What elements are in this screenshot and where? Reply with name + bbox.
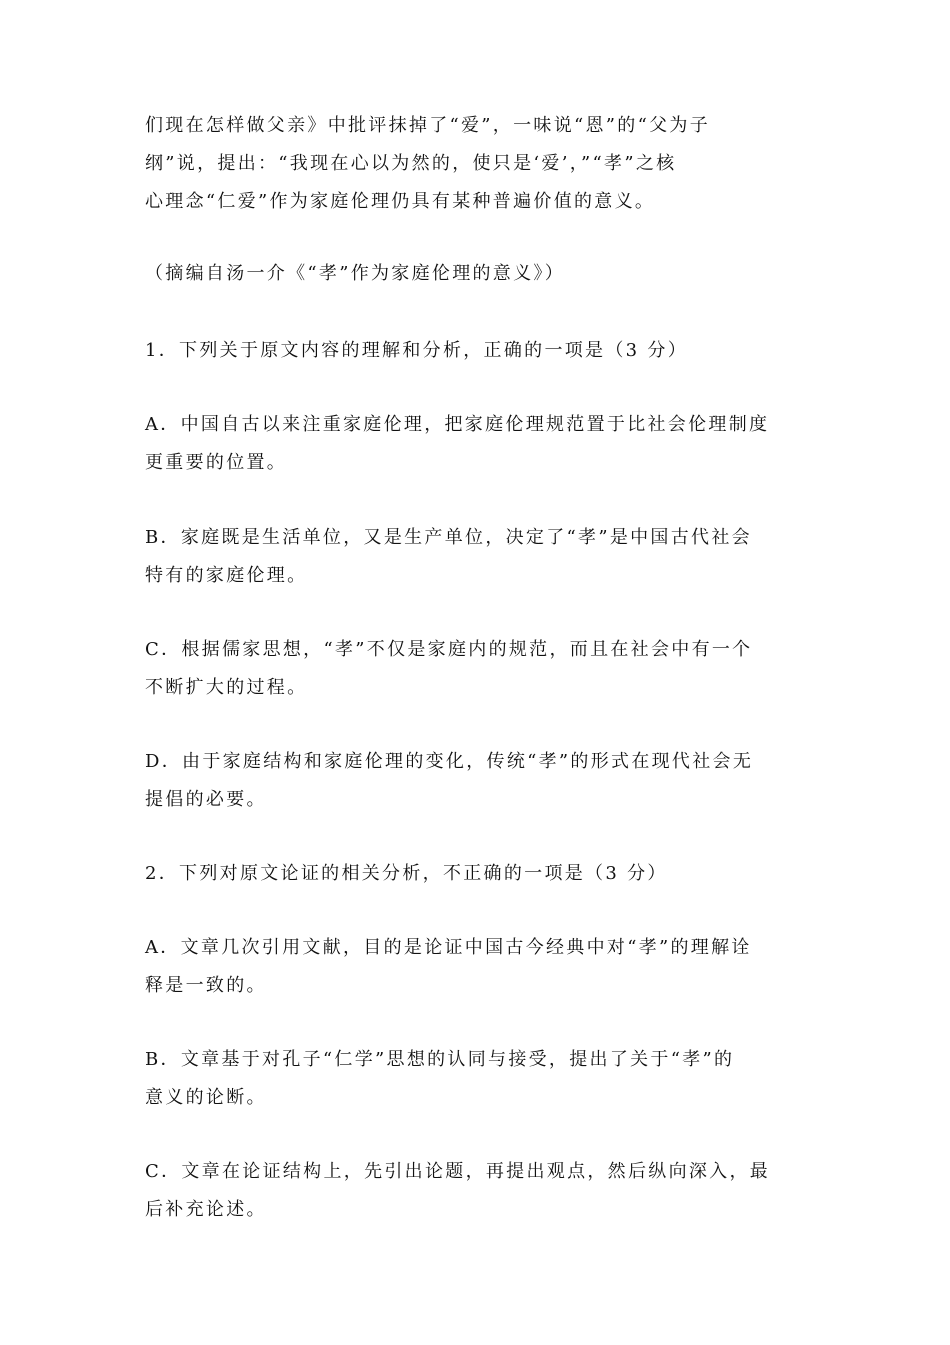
question-1-option-c bbox=[145, 631, 805, 707]
text-line: A．中国自古以来注重家庭伦理，把家庭伦理规范置于比社会伦理制度 bbox=[145, 414, 770, 435]
text-line: B．家庭既是生活单位，又是生产单位，决定了“孝”是中国古代社会 bbox=[145, 527, 752, 548]
text-line: 后补充论述。 bbox=[145, 1199, 267, 1220]
text-line: 心理念“仁爱”作为家庭伦理仍具有某种普遍价值的意义。 bbox=[145, 191, 656, 212]
question-1-option-b bbox=[145, 519, 805, 595]
intro-paragraph bbox=[145, 107, 805, 221]
question-1-option-d bbox=[145, 743, 805, 819]
text-line: 释是一致的。 bbox=[145, 975, 267, 996]
text-line: 不断扩大的过程。 bbox=[145, 677, 308, 698]
question-2-option-c bbox=[145, 1153, 805, 1229]
question-2-option-b bbox=[145, 1041, 805, 1117]
text-line: 们现在怎样做父亲》中批评抹掉了“爱”，一味说“恩”的“父为子 bbox=[145, 115, 711, 136]
text-line: A．文章几次引用文献，目的是论证中国古今经典中对“孝”的理解诠 bbox=[145, 937, 752, 958]
text-line: 更重要的位置。 bbox=[145, 452, 288, 473]
text-line: C．根据儒家思想，“孝”不仅是家庭内的规范，而且在社会中有一个 bbox=[145, 639, 753, 660]
text-line: （摘编自汤一介《“孝”作为家庭伦理的意义》） bbox=[145, 263, 566, 284]
text-line: 提倡的必要。 bbox=[145, 789, 267, 810]
question-1-option-a bbox=[145, 406, 805, 482]
text-line: 纲”说，提出：“我现在心以为然的，使只是‘爱’，”“孝”之核 bbox=[145, 153, 677, 174]
text-line: D．由于家庭结构和家庭伦理的变化，传统“孝”的形式在现代社会无 bbox=[145, 751, 754, 772]
text-line: C．文章在论证结构上，先引出论题，再提出观点，然后纵向深入，最 bbox=[145, 1161, 771, 1182]
text-line: B．文章基于对孔子“仁学”思想的认同与接受，提出了关于“孝”的 bbox=[145, 1049, 735, 1070]
text-line: 1．下列关于原文内容的理解和分析，正确的一项是（3 分） bbox=[145, 340, 689, 361]
text-line: 意义的论断。 bbox=[145, 1087, 267, 1108]
question-1-stem bbox=[145, 332, 805, 370]
question-2-option-a bbox=[145, 929, 805, 1005]
text-line: 特有的家庭伦理。 bbox=[145, 565, 308, 586]
text-line: 2．下列对原文论证的相关分析，不正确的一项是（3 分） bbox=[145, 863, 668, 884]
question-2-stem bbox=[145, 855, 805, 893]
source-citation bbox=[145, 255, 805, 293]
